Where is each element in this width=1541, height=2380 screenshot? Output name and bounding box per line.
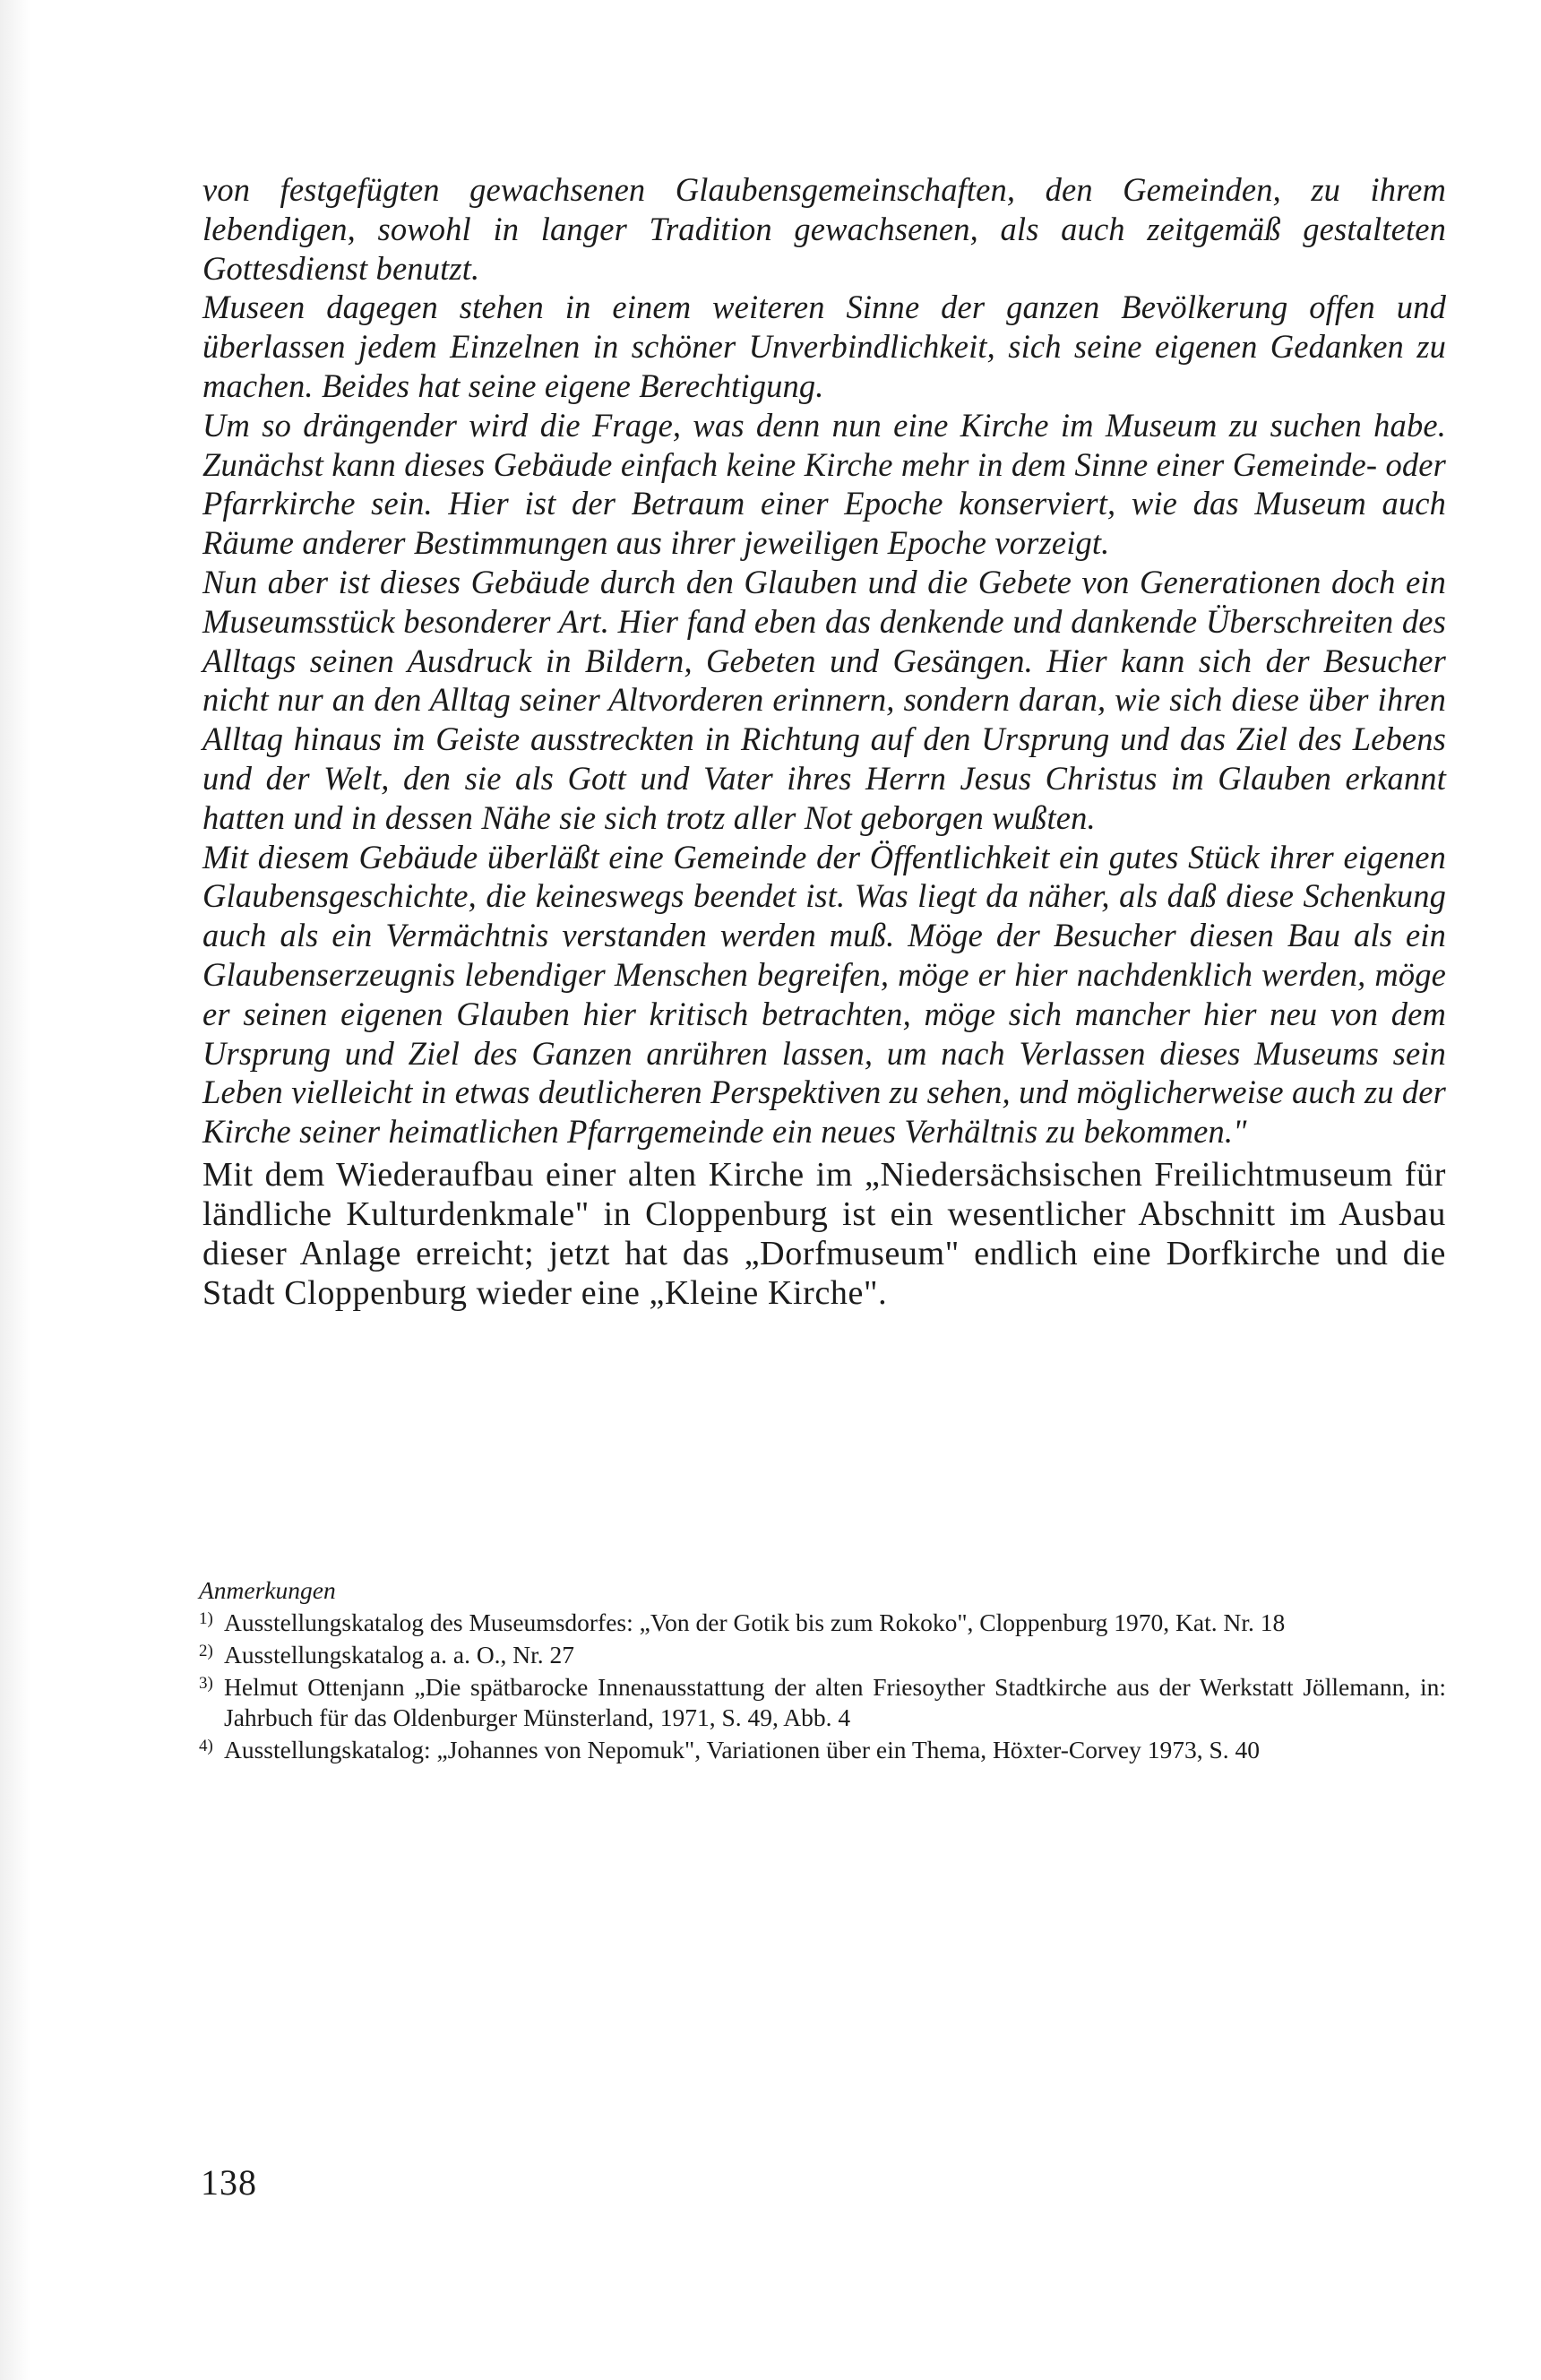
body-paragraph: Mit dem Wiederaufbau einer alten Kirche im „Niedersächsischen Freilichtmuseum für ländliche Kulturdenkmale" in Cloppenburg ist ein wesentlicher Abschnitt im Ausbau dieser Anlage erreicht; jetzt hat das „Dorfmuseum" endlich eine Dorfkirche und die Stadt Cloppenburg wieder eine „Kleine Kirche".	[202, 1155, 1446, 1312]
footnote-number: 4)	[199, 1737, 213, 1755]
quote-paragraph-4: Nun aber ist dieses Gebäude durch den Glauben und die Gebete von Generationen doch ein Museumsstück besonderer Art. Hier fand eben das denkende und dankende Überschreiten des Alltags seinen Ausdruck in Bildern, Gebeten und Gesängen. Hier kann sich der Besucher nicht nur an den Alltag seiner Altvorderen erinnern, sondern daran, wie sich diese über ihren Alltag hinaus im Geiste ausstreckten in Richtung auf den Ursprung und das Ziel des Lebens und der Welt, den sie als Gott und Vater ihres Herrn Jesus Christus im Glauben erkannt hatten und in dessen Nähe sie sich trotz aller Not geborgen wußten.	[202, 563, 1446, 836]
footnote-number: 1)	[199, 1609, 213, 1628]
quote-paragraph-1: von festgefügten gewachsenen Glaubensgemeinschaften, den Gemeinden, zu ihrem lebendigen, sowohl in langer Tradition gewachsenen, als auch zeitgemäß gestalteten Gottesdienst benutzt.	[202, 171, 1446, 287]
quoted-passage	[202, 170, 1446, 1151]
footnote-item	[199, 1608, 1446, 1638]
footnote-text: Ausstellungskatalog a. a. O., Nr. 27	[224, 1641, 575, 1669]
footnote-text: Ausstellungskatalog des Museumsdorfes: „Von der Gotik bis zum Rokoko", Cloppenburg 1970, Kat. Nr. 18	[224, 1608, 1286, 1636]
quote-paragraph-5: Mit diesem Gebäude überläßt eine Gemeinde der Öffentlichkeit ein gutes Stück ihrer eigenen Glaubensgeschichte, die keineswegs beendet ist. Was liegt da näher, als daß diese Schenkung auch als ein Vermächtnis verstanden werden muß. Möge der Besucher diesen Bau als ein Glaubenserzeugnis lebendiger Menschen begreifen, möge er hier nachdenklich werden, möge er seinen eigenen Glauben hier kritisch betrachten, möge sich mancher hier neu von dem Ursprung und Ziel des Ganzen anrühren lassen, um nach Verlassen dieses Museums sein Leben vielleicht in etwas deutlicheren Perspektiven zu sehen, und möglicherweise auch zu der Kirche seiner heimatlichen Pfarrgemeinde ein neues Verhältnis zu bekommen."	[202, 838, 1446, 1151]
quote-paragraph-2: Museen dagegen stehen in einem weiteren Sinne der ganzen Bevölkerung offen und überlassen jedem Einzelnen in schöner Unverbindlichkeit, sich seine eigenen Gedanken zu machen. Beides hat seine eigene Berechtigung.	[202, 289, 1446, 404]
footnote-number: 3)	[199, 1674, 213, 1693]
footnotes	[199, 1575, 1446, 1767]
page-edge-shadow	[0, 0, 30, 2380]
footnote-text: Helmut Ottenjann „Die spätbarocke Innenausstattung der alten Friesoyther Stadtkirche aus der Werkstatt Jöllemann, in: Jahrbuch für das Oldenburger Münsterland, 1971, S. 49, Abb. 4	[224, 1673, 1446, 1731]
footnote-item	[199, 1672, 1446, 1733]
quote-paragraph-3: Um so drängender wird die Frage, was denn nun eine Kirche im Museum zu suchen habe. Zunächst kann dieses Gebäude einfach keine Kirche mehr in dem Sinne einer Gemeinde- oder Pfarrkirche sein. Hier ist der Betraum einer Epoche konserviert, wie das Museum auch Räume anderer Bestimmungen aus ihrer jeweiligen Epoche vorzeigt.	[202, 406, 1446, 562]
footnote-item	[199, 1640, 1446, 1670]
page-number: 138	[201, 2162, 257, 2203]
footnote-number: 2)	[199, 1642, 213, 1660]
footnotes-heading: Anmerkungen	[199, 1576, 336, 1604]
footnote-item	[199, 1735, 1446, 1765]
footnote-text: Ausstellungskatalog: „Johannes von Nepomuk", Variationen über ein Thema, Höxter-Corvey 1973, S. 40	[224, 1736, 1261, 1763]
main-text	[202, 170, 1446, 1313]
